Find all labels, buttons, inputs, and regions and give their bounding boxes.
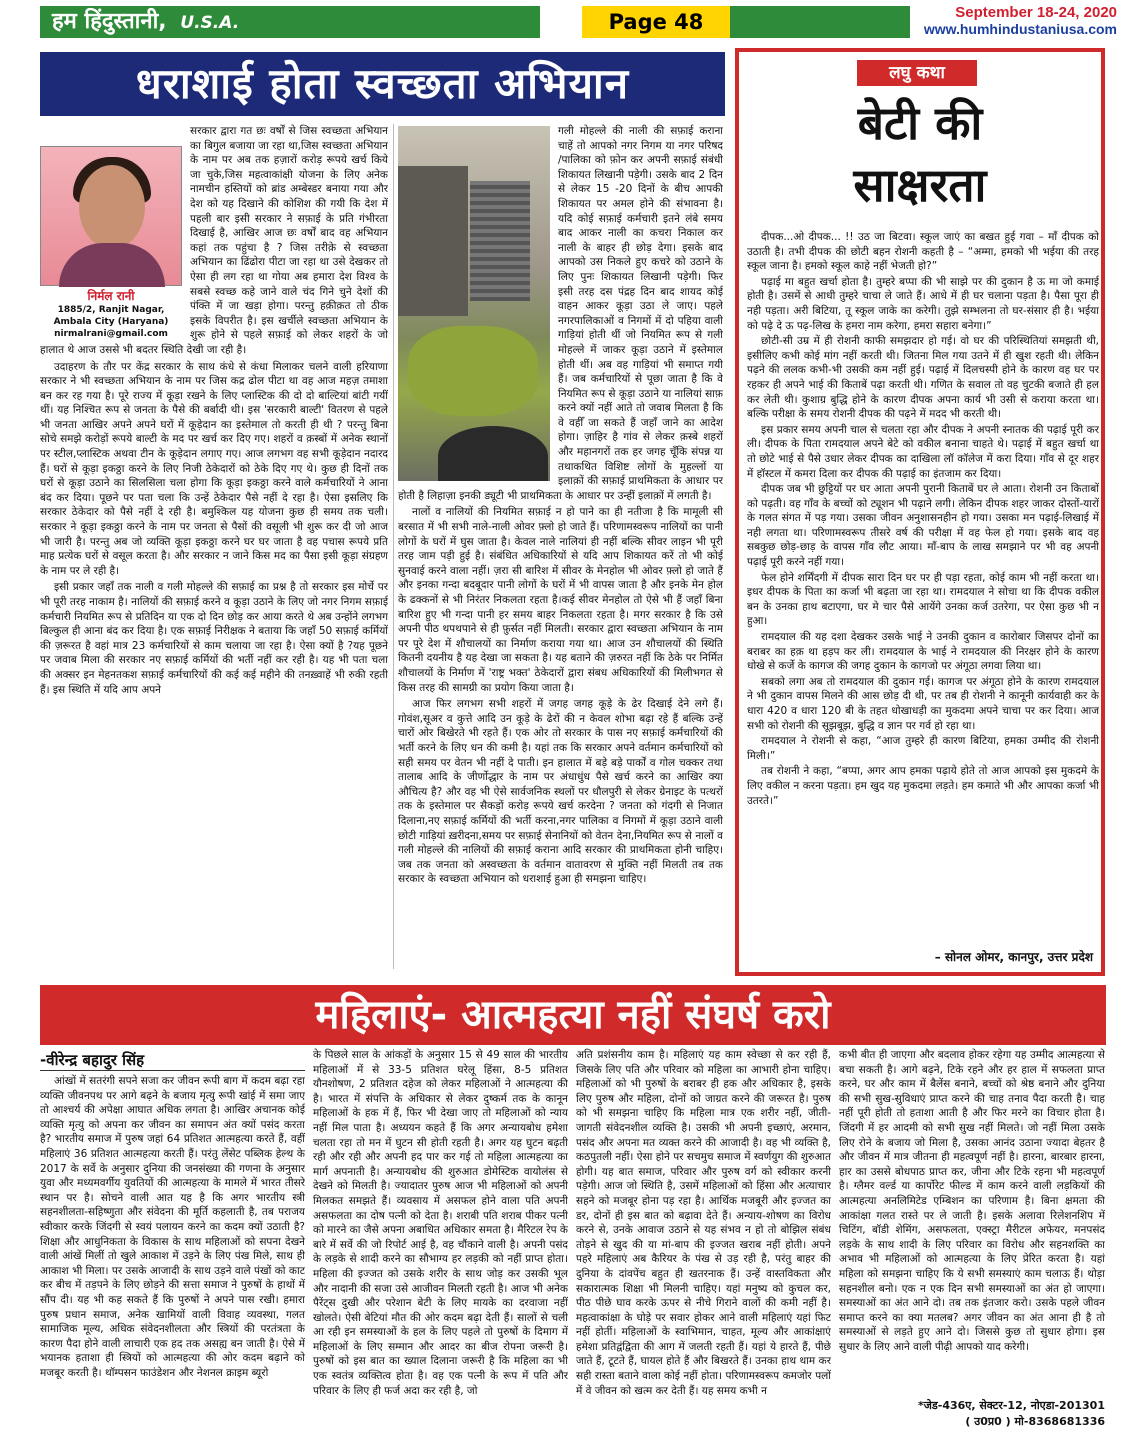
paragraph: उदाहरण के तौर पर केंद्र सरकार के साथ कंधे से कंधा मिलाकर चलने वाली हरियाणा सरकार ने भी स्वच्छता अभियान के नाम पर जिस कद्र ढोल पीटा था वह आज महज़ तमाशा बन कर रह गया है। पूरे राज्य में कूड़ा रखने के लिए प्लास्टिक की दो दो बाल्टियां बांटी गयीं थीं। यह निश्चित रूप से जनता के पैसे की बर्बादी थी। इस 'सरकारी बाल्टी' वितरण से पहले भी जनता आखिर अपने अपने घरों में कूड़ेदान का इस्तेमाल तो करती ही थी ? परन्तु बिना सोचे समझे करोड़ों रूपये बाल्टी के मद पर खर्च कर दिए गए। शहरों व क़स्बों में अनेक स्थानों पर स्टील,प्लास्टिक अथवा टीन के कूड़ेदान लगाए गए। आज लगभग वह सभी कूड़ेदान नदारद हैं। घरों से कूड़ा इकठ्ठा करने के लिए निजी ठेकेदारों को ठेके दिए गए थे। कुछ ही दिनों तक घरों से कूड़ा उठाने का सिलसिला चला होगा कि कूड़ा इकठ्ठा करने वाले कर्मचारियों ने आना बंद कर दिया। पूछने पर पता चला कि उन्हें ठेकेदार पैसे नहीं दे रहा है। ऐसा इसलिए कि सरकार ठेकेदार को पैसे नहीं दे रही है। बमुश्किल यह योजना कुछ ही समय तक चली। सरकार ने कूड़ा इकठ्ठा करने के नाम पर जनता से पैसों की वसूली भी शुरू कर दी जो आज भी जारी है। परन्तु अब जो व्यक्ति कूड़ा इकठ्ठा करने घर घर जाता है वह पचास रूपये प्रति माह प्रत्येक घरों से वसूल करता है। और सरकार न जाने किस मद का पैसा इसी कूड़ा संग्रहण के नाम पर ले रही है। bbox=[40, 360, 388, 577]
article1-headline: धराशाई होता स्वच्छता अभियान bbox=[40, 52, 725, 116]
address-line-1: *जेड-436ए, सेक्टर-12, नोएडा-201301 bbox=[917, 1399, 1105, 1412]
website-link[interactable]: www.humhindustaniusa.com bbox=[923, 21, 1117, 37]
paragraph: पढ़ाई मा बहुत खर्चा होता है। तुम्हरे बप्पा की भी साझे पर की दुकान है ऊ मा जो कमाई होती है। उसमें से आधी तुम्हरे चाचा ले जाते हैं। आधे में ही घर चलाना पड़ता है। पैसा पूरा ही नही पड़ता। अरी बिटिया, तू स्कूल जाके का करेगी। तुझे सम्भलना तो घर-संसार ही है। भईया को पढ़े दे ऊ पढ़-लिख के हमरा नाम करेगा, हमरा सहारा बनेगा।” bbox=[747, 275, 1099, 332]
page-header bbox=[0, 0, 1135, 44]
column-divider bbox=[393, 124, 394, 969]
paragraph: गली मोहल्ले की नाली की सफ़ाई कराना चाहें तो आपको नगर निगम या नगर परिषद /पालिका को फ़ोन कर अपनी सफ़ाई संबंधी शिकायत लिखानी पड़ेगी। उसके बाद 2 दिन से लेकर 15 -20 दिनों के बीच आपकी शिकायत पर अमल होने की संभावना है। यदि कोई सफ़ाई कर्मचारी इतने लंबे समय बाद आकर नाली का कचरा निकाल कर नाली के बाहर ही छोड़ देगा। इसके बाद आपको उस निकले हुए कचरे को उठाने के लिए पुनः शिकायत लिखानी पड़ेगी। फिर इसी तरह दस पंद्रह दिन बाद शायद कोई वाहन आकर कूड़ा उठा ले जाए। पहले नगरपालिकाओं व निगमों में दो पहिया वाली गाड़ियां होती थीं जो नियमित रूप से गली मोहल्ले में जाकर कूड़ा उठाने में इस्तेमाल होती थीं। अब वह गाड़ियां भी समाप्त गयी हैं। जब कर्मचारियों से पूछा जाता है कि वे नियमित रूप से कूड़ा उठाने या नालियां साफ़ करने क्यों नहीं आते तो जवाब मिलता है कि वे वहीँ जा सकते हैं जहाँ जाने का आदेश होगा। ज़ाहिर है गांव से लेकर क़स्बे शहरों और महानगरों तक हर जगह चूँकि संपन्न या तथाकथित विशिष्ट लोगों के मुहल्लों या इलाक़ों की सफ़ाई प्राथमिकता के आधार पर होती है लिहाज़ा इनकी ड्यूटी भी प्राथमिकता के आधार पर उन्हीं इलाक़ों में लगती है। bbox=[398, 125, 723, 502]
paragraph: छोटी-सी उम्र में ही रोशनी काफी समझदार हो गई। वो घर की परिस्थितियां समझती थी, इसीलिए कभी कोई मांग नहीं करती थी। जितना मिल गया उतने में ही खुश रहती थी। लेकिन पढ़ने की ललक कभी-भी उसकी कम नहीं हुई। पढ़ाई में दिलचस्पी होने के कारण वह घर पर रहकर ही अपने भाई की किताबें पढ़ा करती थी। गणित के सवाल तो वह चुटकी बजाते ही हल कर लेती थी। कुशाग्र बुद्धि होने के कारण दीपक अपना कार्य भी उसी से कराया करता था। बल्कि परीक्षा के समय रोशनी दीपक की पढ़ने में मदद भी करती थी। bbox=[747, 335, 1099, 421]
paragraph: फेल होने शर्मिंदगी में दीपक सारा दिन घर पर ही पड़ा रहता, कोई काम भी नहीं करता था। इधर दीपक के पिता का कर्जा भी बढ़ता जा रहा था। रामदयाल ने सोचा था कि दीपक वकील बन के उनका हाथ बटाएगा, घर मे चार पैसे आयेंगे उनका कर्ज उतरेगा, पर ऐसा कुछ भी न हुआ। bbox=[747, 571, 1099, 628]
paragraph: कभी बीत ही जाएगा और बदलाव होकर रहेगा यह उम्मीद आत्महत्या से बचा सकती है। आगे बढ़ने, टिके रहने और हर हाल में सफलता प्राप्त करने, घर और काम में बैलेंस बनाने, बच्चों को श्रेष्ठ बनाने और दुनिया की सभी सुख-सुविधाएं प्राप्त करने की चाह तनाव पैदा करती है। चाह नहीं पूरी होती तो हताशा आती है और फिर मरने का विचार होता है। जिंदगी में हर आदमी को सभी सुख नहीं मिलते। जो नहीं मिला उसके लिए रोने के बजाय जो मिला है, उसका आनंद उठाना ज्यादा बेहतर है और जीवन में मात्र जीतना ही महत्वपूर्ण नहीं है। हारना, बारबार हारना, हार का उससे बोधपाठ प्राप्त कर, जीना और टिके रहना भी महत्वपूर्ण है। ग्लैमर वर्ल्ड या कार्पोरेट फील्ड में काम करने वाली लड़कियों की आत्महत्या अनलिमिटेड एम्बिशन का परिणाम है। बिना क्षमता की आकांक्षा गलत रास्ते पर ले जाती है। इसके अलावा रिलेशनशिप में चिटिंग, बॉडी शेमिंग, असफलता, एक्स्ट्रा मैरीटल अफेयर, मनपसंद लड़के के साथ शादी के लिए परिवार का विरोध और सहनशक्ति का अभाव भी महिलाओं को आत्महत्या के लिए प्रेरित करता है। यहां महिला को समझना चाहिए कि ये सभी समस्याएं काम चलाऊ हैं। थोड़ा सहनशील बनो। एक न एक दिन सभी समस्याओं का अंत हो जाएगा। समस्याओं का अंत आने दो। तब तक इंतजार करो। उसके पहले जीवन समाप्त करने का क्या मतलब? अगर जीवन का अंत आना ही है तो समस्याओं से लड़ते हुए आने दो। जिससे कुछ तो सुधार होगा। इस सुधार के लिए आने वाली पीढ़ी आपको याद करेगी। bbox=[839, 1049, 1105, 1353]
author-address-2: Ambala City (Haryana) bbox=[53, 317, 169, 327]
story-signature: – सोनल ओमर, कानपुर, उत्तर प्रदेश bbox=[934, 950, 1093, 964]
paragraph: आंखों में सतरंगी सपने सजा कर जीवन रूपी बाग में कदम बढ़ा रहा व्यक्ति जीवनपथ पर आगे बढ़ने के बजाय मृत्यु रूपी खांई में समा जाए तो आश्चर्य की अपेक्षा आघात अधिक लगता है। आखिर अचानक कोई व्यक्ति मृत्यु को अपना कर जीवन का समापन अंत क्यों पसंद करता है? भारतीय समाज में पुरुष जहां 64 प्रतिशत आत्महत्या करते हैं, वहीं महिलाएं 36 प्रतिशत आत्महत्या करती हैं। परंतु लेंसेट पब्लिक हेल्थ के 2017 के सर्वे के अनुसार दुनिया की जनसंख्या की गणना के अनुसार युवा और मध्यमवर्गीय युवतियों की आत्महत्या के मामले में भारत तीसरे स्थान पर है। सोचने वाली आत यह है कि अगर भारतीय स्त्री सहनशीलता-सहिष्णुता और संवेदना की मूर्ति कहलाती है, तब पराजय स्वीकार करके जिंदगी से स्वयं पलायन करने का कदम क्यों उठाती है? शिक्षा और आधुनिकता के विकास के साथ महिलाओं को सपना देखने वाली आंखें मिलीं तो खुले आकाश में उड़ने के लिए पंख मिले, साथ ही आकाश भी मिला। पर उसके आजादी के साथ उड़ने वाले पंखों को काट कर बीच में तड़पने के लिए छोड़ने की सत्ता समाज ने पुरुषों के हाथों में सौंप दी। यह भी कह सकते हैं कि पुरुषों ने अपने पास रखी। हमारा पुरुष प्रधान समाज, अनेक खामियों वाली विवाह व्यवस्था, गलत सामाजिक मूल्य, अधिक संवेदनशीलता और स्त्रियों की परतंत्रता के कारण पैदा होने वाली लाचारी एक हद तक असह्य बन जाती है। ऐसे में भयानक हताशा ही स्त्रियों को आत्महत्या की ओर कदम बढ़ाने को मजबूर करती है। थॉम्पसन फाउंडेशन और नेशनल क्राइम ब्यूरो bbox=[40, 1075, 305, 1379]
paragraph: के पिछले साल के आंकड़ों के अनुसार 15 से 49 साल की भारतीय महिलाओं में से 33-5 प्रतिशत घरेलू हिंसा, 8-5 प्रतिशत यौनशोषण, 2 प्रतिशत दहेज को लेकर महिलाओं ने आत्महत्या की है। भारत में संपत्ति के अधिकार से लेकर दुष्कर्म तक के कानून महिलाओं के हक में हैं, फिर भी देखा जाए तो महिलाओं को न्याय नहीं मिल पाता है। अध्ययन कहते हैं कि अगर अन्यायबोध हमेशा चलता रहा तो मन में घुटन सी होती रहती है। अगर यह घुटन बढ़ती रही और रही और अपनी हद पार कर गई तो महिला आत्महत्या का मार्ग अपनाती है। अन्यायबोध की शुरुआत डोमेस्टिक वायोलंस से देखने को मिलती है। ज्यादातर पुरुष आज भी महिलाओं को अपनी मिलकत समझते हैं। व्यवसाय में असफल होने वाला पति अपनी असफलता का दोष पत्नी को देता है। शराबी पति शराब पीकर पत्नी को मारने का जैसे अपना अबाधित अधिकार समता है। मैरिटल रेप के बारे में सर्वे की जो रिपोर्ट आई है, वह चौंकाने वाली है। अपनी पसंद के लड़के से शादी करने का सौभाग्य हर लड़की को नहीं प्राप्त होता। महिला की इज्जत को उसके शरीर के साथ जोड़ कर उसकी भूल और नादानी की सजा उसे आजीवन मिलती रहती है। आज भी अनेक पैरेंट्स दुखी और परेशान बेटी के लिए मायके का दरवाजा नहीं खोलते। ऐसी बेटियां मौत की ओर कदम बढ़ा देती हैं। सालों से चली आ रही इन समस्याओं के हल के लिए पहले तो पुरुषों के दिमाग में महिलाओं के लिए सम्मान और आदर का बीज रोपना जरूरी है। पुरुषों को इस बात का ख्याल दिलाना जरूरी है कि महिला का भी एक स्वतंत्र व्यक्तित्व होता है। वह एक पत्नी के रूप में पति और परिवार के लिए ही फर्ज अदा कर रही है, जो bbox=[313, 1049, 568, 1397]
article2-column-3 bbox=[576, 1048, 831, 1446]
paragraph: सबको लगा अब तो रामदयाल की दुकान गई। कागज पर अंगूठा होने के कारण रामदयाल ने भी दुकान वापस मिलने की आस छोड़ दी थी, पर तब ही रोशनी ने कानूनी कार्यवाही कर के धारा 420 व धारा 120 बी के तहत धोखाधड़ी का मुकदमा अपने चाचा पर कर दिया। आज सभी को रोशनी की सूझबूझ, बुद्धि व ज्ञान पर गर्व हो रहा था। bbox=[747, 675, 1099, 732]
paragraph: दीपक...ओ दीपक... !! उठ जा बिटवा। स्कूल जाएं का बखत हुई गवा – माँ दीपक को उठाती है। तभी दीपक की छोटी बहन रोशनी कहती है – “अम्मा, हमको भी भईया की तरह स्कूल जाना है। हमको स्कूल काहे नहीं भेजती हो?” bbox=[747, 231, 1099, 273]
article2-column-4 bbox=[839, 1048, 1105, 1392]
article2-headline: महिलाएं- आत्महत्या नहीं संघर्ष करो bbox=[40, 985, 1106, 1045]
paragraph: आज फिर लगभग सभी शहरों में जगह जगह कूड़े के ढेर दिखाई देने लगे हैं। गोवंश,सूअर व कुत्ते आदि उन कूड़े के ढेरों की न केवल शोभा बढ़ा रहे हैं बल्कि उन्हें चारों ओर बिखेरते भी रहते हैं। एक ओर तो सरकार के पास नए सफ़ाई कर्मचारियों की भर्ती करने के लिए धन की कमी है। यहां तक कि सरकार अपने वर्तमान कर्मचारियों को सही समय पर वेतन भी नहीं दे पाती। इन हालात में बड़े बड़े पार्कों व गोल चक्कर तथा तालाब आदि के जीर्णोद्धार के नाम पर अंधाधुंध पैसे खर्च करने का आखिर क्या औचित्य है? और वह भी ऐसे सार्वजनिक स्थलों पर धौलपुरी से लेकर ग्रेनाइट के पत्थरों तक के इस्तेमाल पर सैकड़ों करोड़ रूपये खर्च करदेना ? जनता को गंदगी से निजात दिलाना,नए सफ़ाई कर्मियों की भर्ती करना,नगर पालिका व निगमों में कूड़ा उठाने वाली छोटी गाड़ियां ख़रीदना,समय पर सफ़ाई सेनानियों को वेतन देना,नियमित रूप से नालों व गली मोहल्ले की नालियों की सफ़ाई कराना आदि सरकार की प्राथमिकता होनी चाहिए। जब तक जनता को अस्वच्छता के वर्तमान वातावरण से मुक्ति नहीं मिलती तब तक सरकार के स्वच्छता अभियान को धराशाई हुआ ही समझना चाहिए। bbox=[398, 698, 723, 886]
article2-byline: -वीरेन्द्र बहादुर सिंह bbox=[40, 1051, 145, 1069]
story-tag: लघु कथा bbox=[857, 60, 977, 86]
masthead-country: U.S.A. bbox=[180, 13, 240, 33]
paragraph: दीपक जब भी छुट्टियों पर घर आता अपनी पुरानी किताबें घर ले आता। रोशनी उन किताबों को पढ़ती। वह गाँव के बच्चों को ट्यूशन भी पढ़ाने लगी। लेकिन दीपक शहर जाकर दोस्तों-यारों के गलत संगत में पड़ गया। उसका जीवन अनुशासनहीन हो गया। उसका मन पढ़ाई-लिखाई में नही लगता था। परिणामस्वरूप तीसरे वर्ष की परीक्षा में वह फेल हो गया। इसके बाद वह सबकुछ छोड़-छाड़ के वापस गाँव लौट आया। माँ-बाप के लाख समझाने पर भी वह अपनी पढ़ाई पूरी करने नहीं गया। bbox=[747, 483, 1099, 569]
short-story-box bbox=[735, 48, 1105, 976]
story-body bbox=[747, 230, 1099, 940]
drain-photo bbox=[398, 126, 550, 481]
author-photo bbox=[40, 146, 182, 286]
paragraph: सरकार द्वारा गत छः वर्षों से जिस स्वच्छता अभियान का बिगुल बजाया जा रहा था,जिस स्वच्छता अभियान के नाम पर अब तक हज़ारों करोड़ रूपये खर्च किये जा चुके,जिस महत्वाकांक्षी योजना के लिए अनेक नामचीन हस्तियों को ब्रांड अम्बेस्डर बनाया गया और देश को यह दिखाने की कोशिश की गयी कि देश में पहली बार इसी सरकार ने सफ़ाई के प्रति गंभीरता दिखाई है, आखिर आज छः वर्षों बाद वह अभियान कहां तक पहुंचा है ? जिस तरीक़े से स्वच्छता अभियान का ढिंढोरा पीटा जा रहा था उसे देखकर तो ऐसा ही लग रहा था गोया अब हमारा देश विश्व के सबसे स्वच्छ कहे जाने वाले चंद गिने चुने देशों की पंक्ति में जा खड़ा होगा। परन्तु हक़ीक़त तो ठीक इसके विपरीत है। इस खर्चीले स्वच्छता अभियान के शुरू होने से पहले सफ़ाई को लेकर शहरों के जो हालात थे आज उससे भी बदतर स्थिति देखी जा रही है। bbox=[40, 125, 388, 356]
dateline bbox=[924, 4, 1117, 37]
article2-column-1 bbox=[40, 1074, 305, 1446]
paragraph: तब रोशनी ने कहा, “बप्पा, अगर आप हमका पढ़ाये होते तो आज आपको इस मुकदमे के लिए वकील न करना पड़ता। हम खुद यह मुकदमा लड़ते। हम कमाते भी और आपका कर्जा भी उतरते।” bbox=[747, 765, 1099, 807]
masthead bbox=[40, 6, 540, 38]
author-card bbox=[40, 288, 182, 340]
paragraph: अति प्रशंसनीय काम है। महिलाएं यह काम स्वेच्छा से कर रही हैं, जिसके लिए पति और परिवार को महिला का आभारी होना चाहिए। महिलाओं को भी पुरुषों के बराबर ही हक और अधिकार है, इसके लिए पुरुष और महिला, दोनों को जाग्रत करने की जरूरत है। पुरुष को भी समझना चाहिए कि महिला मात्र एक शरीर नहीं, जीती-जागती संवेदनशील व्यक्ति है। उसकी भी अपनी इच्छाएं, अरमान, पसंद और अपना मत व्यक्त करने की आजादी है। वह भी व्यक्ति है, कठपुतली नहीं। ऐसा होने पर सचमुच समाज में स्वर्णयुग की शुरुआत होगी। यह बात समाज, परिवार और पुरुष वर्ग को स्वीकार करनी पड़ेगी। आज जो स्थिति है, उसमें महिलाओं को हिंसा और अत्याचार सहने को मजबूर होना पड़ रहा है। आर्थिक मजबूरी और इज्जत का डर, दोनों ही इस बात को बढ़ावा देते हैं। अन्याय-शोषण का विरोध करने से, उनके आवाज उठाने से यह संभव न हो तो बोझिल संबंध तोड़ने से खुद की या मां-बाप की इज्जत खराब नहीं होती। अपने पहरे महिलाएं अब कैरियर के पंख से उड़ रही है, परंतु बाहर की दुनिया के दांवपेंच बहुत ही खतरनाक हैं। उन्हें वास्तविकता और सकारात्मक शिक्षा भी मिलनी चाहिए। यहां मनुष्य को कुचल कर, पीठ पीछे घाव करके ऊपर से नीचे गिराने वालों की कमी नहीं है। महत्वाकांक्षा के घोड़े पर सवार होकर आने वाली महिलाएं यहां फिट नहीं होतीं। महिलाओं के स्वाभिमान, चाहत, मूल्य और आकांक्षाएं हमेशा प्रतिद्वंद्विता की आग में जलती रहती हैं। यहां ये हारते हैं, पीछे जाते हैं, टूटते हैं, घायल होते हैं और बिखरते हैं। उनका हाथ थाम कर सही रास्ता बताने वाला कोई नहीं होता। परिणामस्वरूप कमजोर पलों में वे जीवन को खत्म कर देती हैं। यह समय कभी न bbox=[576, 1049, 831, 1397]
author-address-1: 1885/2, Ranjit Nagar, bbox=[57, 305, 165, 315]
paragraph: इसी प्रकार जहाँ तक नाली व गली मोहल्ले की सफ़ाई का प्रश्न है तो सरकार इस मोर्चे पर भी पूरी तरह नाकाम है। नालियों की सफ़ाई करने व कूड़ा उठाने के लिए जो नगर निगम सफ़ाई कर्मचारी नियमित रूप से प्रतिदिन या एक दो दिन छोड़ कर आया करते थे अब उन्होंने लगभग बिल्कुल ही आना बंद कर दिया है। एक सफ़ाई निरीक्षक ने बताया कि जहाँ 50 सफ़ाई कर्मियों की ज़रूरत है वहां मात्र 23 कर्मचारियों से काम चलाया जा रहा है। ऐसा क्यों है ?यह पूछने पर जवाब मिला की सरकार नए सफ़ाई कर्मियों की भर्ती नहीं कर रही है। यह भी पता चला की अक्सर इन मेहनतकश सफ़ाई कर्मचारियों की कई कई महीने की तनख़्वाहें भी रुकी रहती हैं। इस स्थिति में यदि आप अपने bbox=[40, 581, 388, 696]
article1-column-2 bbox=[398, 124, 723, 974]
header-bar bbox=[730, 6, 910, 38]
article2-address bbox=[839, 1398, 1105, 1430]
story-title-line-1: बेटी की bbox=[857, 96, 983, 150]
author-email[interactable]: nirmalrani@gmail.com bbox=[54, 329, 168, 339]
paragraph: इस प्रकार समय अपनी चाल से चलता रहा और दीपक ने अपनी स्नातक की पढ़ाई पूरी कर ली। दीपक के पिता रामदयाल अपने बेटे को वकील बनाना चाहते थे। पढ़ाई में बहुत खर्चा था तो छोटे भाई से पैसे उधार लेकर दीपक का दाखिला लॉ कॉलेज में करा दिया। गाँव से दूर शहर में हॉस्टल में कमरा दिला कर दीपक की पढ़ाई का इंतजाम कर दिया। bbox=[747, 423, 1099, 480]
issue-date: September 18-24, 2020 bbox=[955, 4, 1117, 21]
author-name: निर्मल रानी bbox=[87, 289, 135, 303]
paragraph: नालों व नालियों की नियमित सफ़ाई न हो पाने का ही नतीजा है कि मामूली सी बरसात में भी सभी नाले-नाली ओवर फ़्लो हो जाते हैं। परिणामस्वरूप नालियों का पानी लोगों के घरों में घुस जाता है। केवल नाले नालियां ही नहीं बल्कि सीवर लाइन भी पूरी तरह जाम पड़ी हुई है। संबंधित अधिकारियों से यदि आप शिकायत करें तो भी कोई सुनवाई करने वाला नहीं। ज़रा सी बारिश में सीवर के मेनहोल भी ओवर फ़्लो हो जाते हैं और इनका गन्दा बदबूदार पानी लोगों के घरों में भी वापस जाता है और इनके मेन होल के ढक्कनों से भी निरंतर निकलता रहता है।कई सीवर मेनहोल तो ऐसे भी हैं जहाँ बिना बारिश हुए भी गन्दा पानी हर समय बाहर निकलता रहता है। मगर सरकार है कि उसे अपनी पीठ थपथपाने से ही फ़ुर्सत नहीं मिलती। सरकार द्वारा स्वच्छता अभियान के नाम पर पूरे देश में शौचालयों का निर्माण कराया गया था। आज उन शौचालयों की स्थिति कितनी दयनीय है यह देखा जा सकता है। यह बताने की ज़रुरत नहीं कि ठेके पर निर्मित शौचालयों के निर्माण में 'राष्ट्र भक्त' ठेकेदारों द्वारा संबध अधिकारियों की मिलीभगत से किस तरह की सामग्री का प्रयोग किया जाता है। bbox=[398, 506, 723, 694]
address-line-2: ( उ0प्र0 ) मो-8368681336 bbox=[965, 1415, 1105, 1428]
article1-column-1 bbox=[40, 124, 388, 974]
paragraph: रामदयाल की यह दशा देखकर उसके भाई ने उनकी दुकान व कारोबार जिसपर दोनों का बराबर का हक़ था हड़प कर ली। रामदयाल के भाई ने रामदयाल की निरक्षर होने के कारण धोखे से कर्जे के कागज की जगह दुकान के कागजो पर अंगूठा लगवा लिया था। bbox=[747, 631, 1099, 673]
masthead-title: हम हिंदुस्तानी, bbox=[52, 9, 167, 34]
byline-rule bbox=[40, 1070, 305, 1071]
paragraph: रामदयाल ने रोशनी से कहा, “आज तुम्हरे ही कारण बिटिया, हमका उम्मीद की रोशनी मिली।” bbox=[747, 735, 1099, 762]
article2-column-2 bbox=[313, 1048, 568, 1446]
story-title bbox=[745, 92, 1095, 216]
story-title-line-2: साक्षरता bbox=[853, 158, 987, 212]
page-number: Page 48 bbox=[582, 6, 730, 38]
